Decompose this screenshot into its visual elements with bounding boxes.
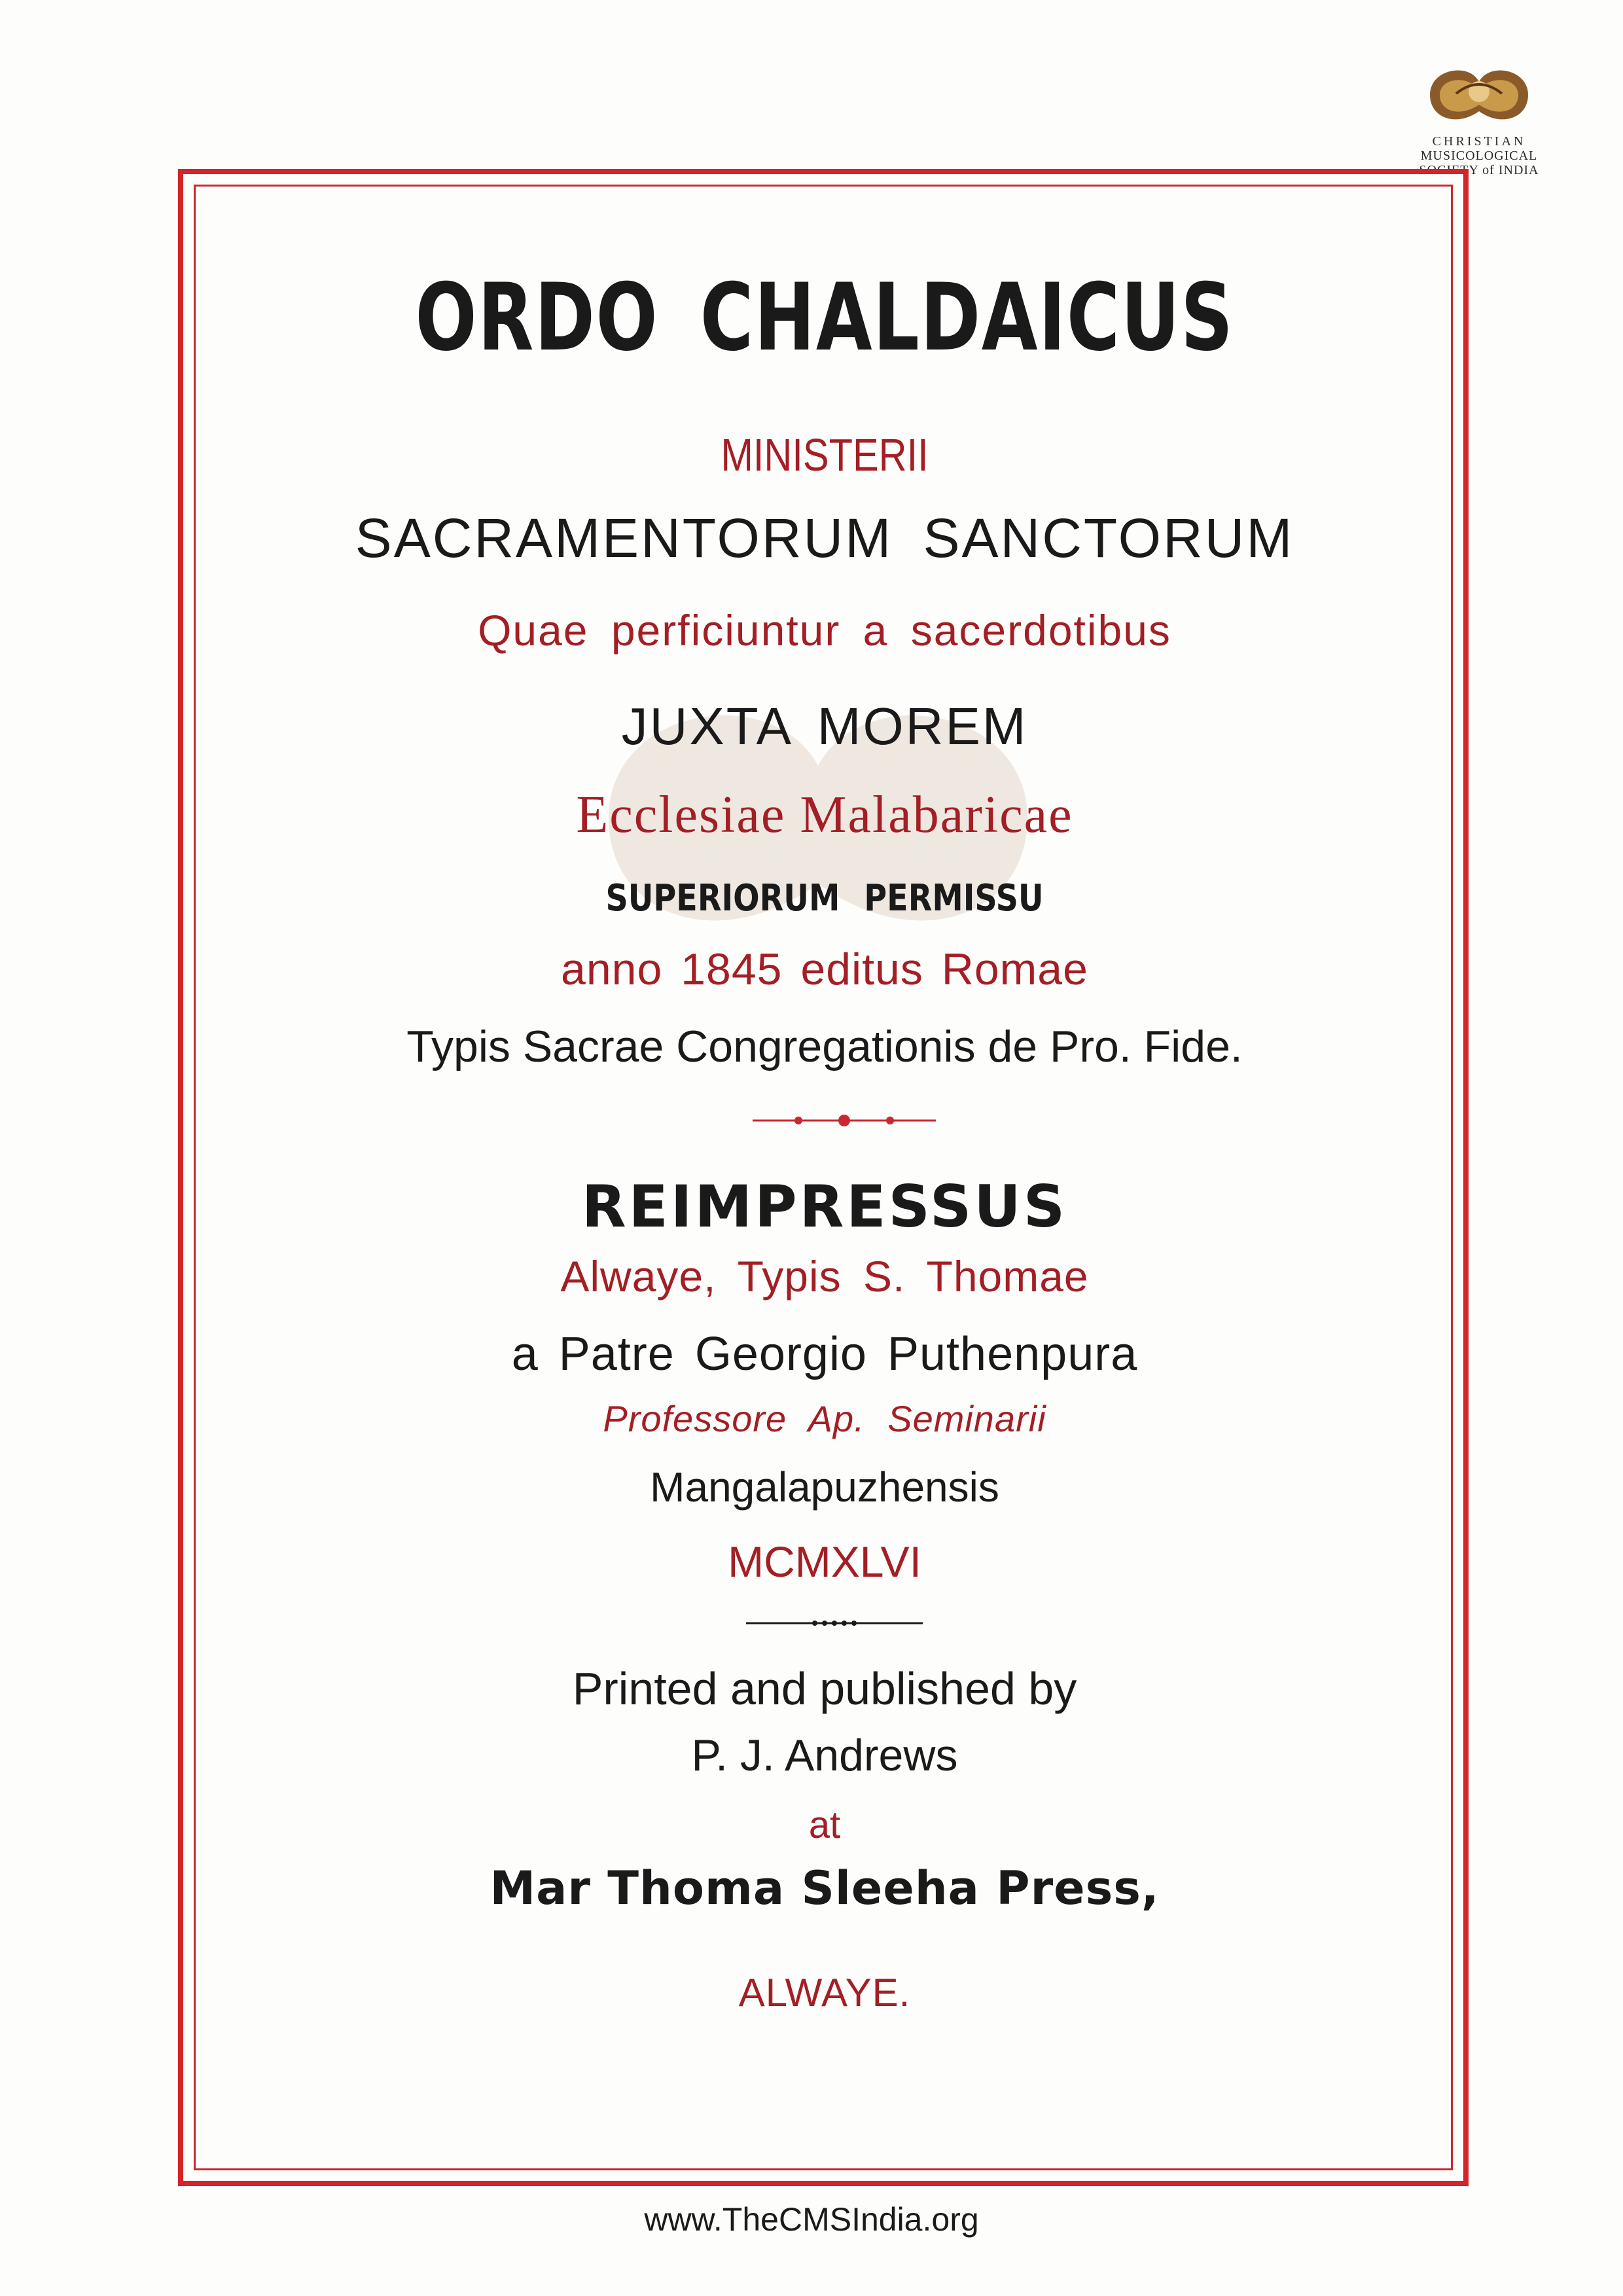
reimpressus-heading: REIMPRESSUS (581, 1173, 1068, 1240)
ornament-divider-1 (753, 1113, 936, 1128)
footer-url: www.TheCMSIndia.org (644, 2201, 979, 2238)
editor-line: a Patre Georgio Puthenpura (511, 1328, 1138, 1380)
mangalapuzhensis-line: Mangalapuzhensis (650, 1463, 999, 1511)
logo-text-line3: SOCIETY of INDIA (1419, 163, 1539, 177)
at-line: at (808, 1804, 841, 1846)
place-line: ALWAYE. (738, 1971, 911, 2015)
professore-line: Professore Ap. Seminarii (603, 1398, 1046, 1439)
press-line: Mar Thoma Sleeha Press, (490, 1861, 1160, 1915)
book-title: ORDO CHALDAICUS (415, 264, 1234, 372)
subtitle-ecclesiae: Ecclesiae Malabaricae (576, 786, 1073, 844)
original-edition-line: anno 1845 editus Romae (561, 944, 1088, 994)
publisher-line: P. J. Andrews (691, 1731, 958, 1780)
alwaye-typis-line: Alwaye, Typis S. Thomae (560, 1252, 1089, 1300)
subtitle-ministerii: MINISTERII (721, 429, 929, 480)
subtitle-quae: Quae perficiuntur a sacerdotibus (478, 606, 1171, 655)
year-line: MCMXLVI (728, 1537, 921, 1586)
cms-emblem-icon (1417, 56, 1541, 134)
ornament-divider-2 (746, 1617, 923, 1630)
cms-logo (1394, 56, 1564, 177)
subtitle-superiorum: SUPERIORUM PERMISSU (605, 877, 1044, 920)
subtitle-sacramentorum: SACRAMENTORUM SANCTORUM (355, 507, 1294, 569)
typis-line: Typis Sacrae Congregationis de Pro. Fide. (406, 1022, 1243, 1071)
logo-text-line1: CHRISTIAN (1432, 134, 1526, 149)
printed-by-line: Printed and published by (572, 1663, 1077, 1714)
logo-text-line2: MUSICOLOGICAL (1420, 149, 1538, 163)
subtitle-juxta: JUXTA MOREM (621, 697, 1028, 755)
